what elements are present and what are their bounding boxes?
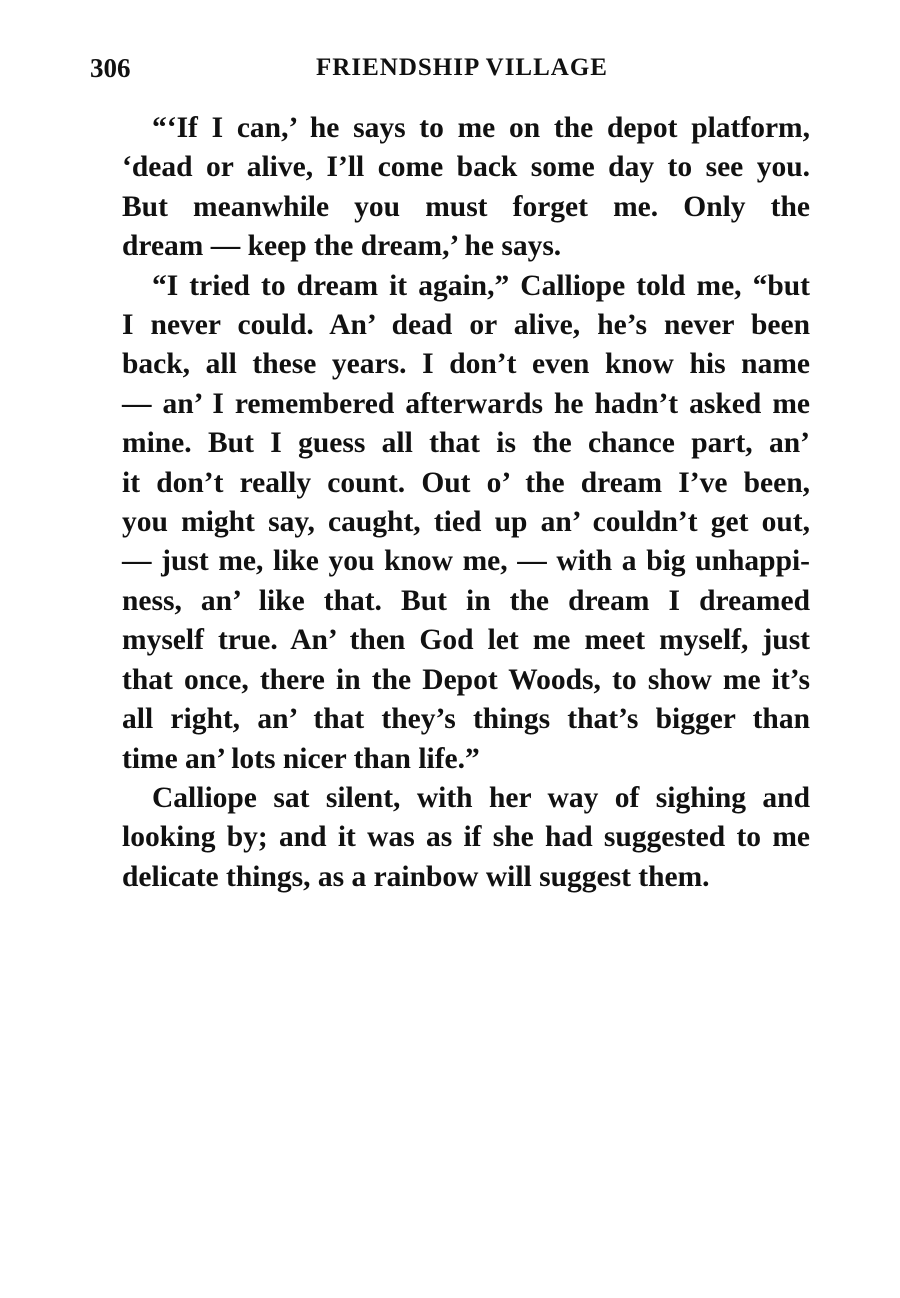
- text-line: I never could. An’ dead or alive, he’s never been: [122, 309, 810, 342]
- page-number: 306: [90, 53, 131, 83]
- text-line: — just me, like you know me, — with a big unhappi-: [122, 545, 810, 578]
- text-line: looking by; and it was as if she had suggested to me: [122, 821, 810, 854]
- text-line: that once, there in the Depot Woods, to show me it’s: [122, 663, 810, 696]
- running-head: [90, 50, 810, 86]
- text-line: dream — keep the dream,’ he says.: [122, 230, 562, 263]
- paragraph: [90, 267, 810, 779]
- text-line: myself true. An’ then God let me meet myself, just: [122, 624, 810, 657]
- text-line: it don’t really count. Out o’ the dream I’ve been,: [122, 466, 810, 499]
- text-line: — an’ I remembered afterwards he hadn’t asked me: [122, 387, 810, 420]
- text-line: all right, an’ that they’s things that’s bigger than: [122, 703, 810, 736]
- running-title: FRIENDSHIP VILLAGE: [316, 54, 608, 81]
- text-line: back, all these years. I don’t even know his name: [122, 348, 810, 381]
- text-line: you might say, caught, tied up an’ couldn’t get out,: [122, 506, 810, 539]
- text-line: time an’ lots nicer than life.”: [122, 742, 480, 775]
- body-text: [90, 109, 810, 897]
- text-line: Calliope sat silent, with her way of sighing and: [152, 781, 810, 814]
- text-line: delicate things, as a rainbow will suggest them.: [122, 860, 710, 893]
- text-line: “‘If I can,’ he says to me on the depot platform,: [152, 112, 810, 144]
- text-line: ‘dead or alive, I’ll come back some day to see you.: [122, 151, 810, 184]
- text-line: ness, an’ like that. But in the dream I dreamed: [122, 584, 810, 617]
- paragraph: [90, 779, 810, 897]
- paragraph: [90, 109, 810, 267]
- text-line: mine. But I guess all that is the chance part, an’: [122, 427, 810, 460]
- text-line: “I tried to dream it again,” Calliope told me, “but: [152, 269, 810, 302]
- text-line: But meanwhile you must forget me. Only the: [122, 190, 810, 223]
